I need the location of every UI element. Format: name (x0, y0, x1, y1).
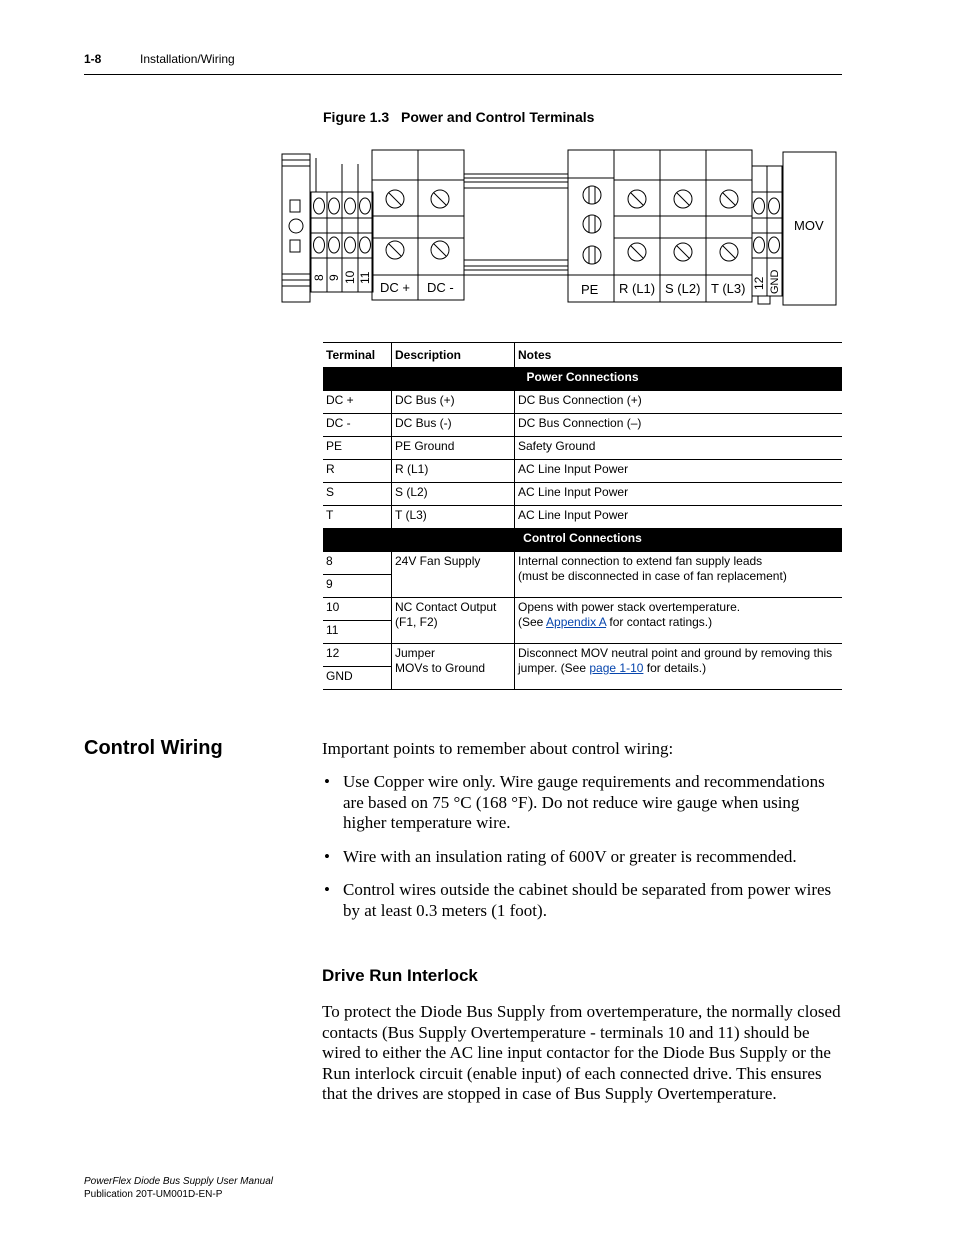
screw-icon (360, 237, 371, 253)
cell-terminal: R (323, 460, 392, 483)
screw-icon (329, 198, 340, 214)
appendix-a-link[interactable]: Appendix A (546, 615, 607, 629)
pe-screw-icon (583, 215, 601, 233)
cell-description: 24V Fan Supply (392, 552, 515, 598)
terminal-label-8: 8 (312, 274, 326, 281)
col-terminal-header: Terminal (323, 343, 392, 368)
cell-terminal: DC + (323, 391, 392, 414)
desc-line: MOVs to Ground (395, 661, 486, 675)
terminal-label-10: 10 (343, 270, 357, 284)
col-description-header: Description (392, 343, 515, 368)
terminal-label-gnd: GND (769, 269, 781, 294)
desc-line: (F1, F2) (395, 615, 438, 629)
cell-description: S (L2) (392, 483, 515, 506)
terminal-diagram (278, 148, 840, 308)
screw-icon (314, 198, 325, 214)
note-text: for contact ratings.) (606, 615, 713, 629)
screw-icon (754, 198, 765, 214)
figure-number: Figure 1.3 (323, 109, 390, 125)
section-control-label: Control Connections (323, 529, 842, 552)
note-line (518, 661, 839, 676)
section-power (323, 368, 842, 391)
cell-description: DC Bus (-) (392, 414, 515, 437)
table-row (323, 598, 842, 621)
table-row (323, 644, 842, 667)
cell-description: DC Bus (+) (392, 391, 515, 414)
screw-icon (769, 237, 780, 253)
cell-terminal: 9 (323, 575, 392, 598)
table-row (323, 552, 842, 575)
terminal-label-12: 12 (752, 276, 766, 290)
bullet-text: Control wires outside the cabinet should be separated from power wires by at least 0.3 meters (1 foot). (343, 880, 832, 920)
phase-t-label: T (L3) (711, 281, 746, 296)
bullet-icon: • (324, 772, 330, 791)
drive-run-paragraph: To protect the Diode Bus Supply from overtemperature, the normally closed contacts (Bus Supply Overtemperature - terminals 10 and 11) should be wired to either the AC line input contactor for the Diode Bus Supply or the Run interlock circuit (enable input) of each connected drive. This ensures that the drives are stopped in case of Bus Supply Overtemperature. (322, 1002, 841, 1103)
dc-terminal-block (372, 150, 464, 300)
table-row (323, 437, 842, 460)
pe-screw-icon (583, 186, 601, 204)
note-line: (must be disconnected in case of fan replacement) (518, 569, 787, 583)
note-text: jumper. (See (518, 661, 590, 675)
section-heading-control-wiring: Control Wiring (84, 737, 223, 759)
running-header: Installation/Wiring (140, 52, 235, 66)
cell-notes: Safety Ground (515, 437, 843, 460)
cell-terminal: DC - (323, 414, 392, 437)
cell-notes: AC Line Input Power (515, 506, 843, 529)
control-wiring-bullets (322, 772, 842, 934)
terminal-label-11: 11 (358, 271, 372, 284)
bullet-text: Wire with an insulation rating of 600V or greater is recommended. (343, 846, 797, 866)
bullet-text: Use Copper wire only. Wire gauge requirements and recommendations are based on 75 °C (168 °F). Do not reduce wire gauge when using higher temperature wire. (343, 772, 825, 832)
list-item (322, 880, 842, 921)
end-clip (282, 154, 310, 302)
screw-icon (329, 237, 340, 253)
cell-terminal: 11 (323, 621, 392, 644)
screw-icon (769, 198, 780, 214)
dc-plus-label: DC + (380, 280, 410, 295)
figure-title: Power and Control Terminals (401, 109, 595, 125)
note-text: for details.) (643, 661, 707, 675)
cell-description: PE Ground (392, 437, 515, 460)
screw-icon (345, 198, 356, 214)
dc-minus-label: DC - (427, 280, 454, 295)
cell-terminal: 12 (323, 644, 392, 667)
screw-icon (345, 237, 356, 253)
cell-description: R (L1) (392, 460, 515, 483)
footer-manual-title: PowerFlex Diode Bus Supply User Manual (84, 1176, 273, 1187)
cell-notes: AC Line Input Power (515, 483, 843, 506)
cell-terminal: S (323, 483, 392, 506)
din-rail (464, 174, 568, 275)
subheading-drive-run-interlock: Drive Run Interlock (322, 966, 478, 985)
cell-terminal: T (323, 506, 392, 529)
table-row (323, 414, 842, 437)
cell-notes (515, 598, 843, 644)
list-item (322, 847, 842, 868)
page-number: 1-8 (84, 52, 102, 66)
cell-notes (515, 644, 843, 690)
mov-label: MOV (794, 218, 824, 233)
bullet-icon: • (324, 846, 330, 866)
phase-s-label: S (L2) (665, 281, 701, 296)
cell-terminal: GND (323, 667, 392, 690)
page-1-10-link[interactable]: page 1-10 (589, 661, 644, 675)
col-notes-header: Notes (515, 343, 843, 368)
footer-publication: Publication 20T-UM001D-EN-P (84, 1189, 223, 1200)
note-line: Disconnect MOV neutral point and ground by removing this (518, 646, 833, 660)
note-line: Opens with power stack overtemperature. (518, 600, 741, 614)
table-row (323, 391, 842, 414)
bullet-icon: • (324, 880, 330, 899)
section-control (323, 529, 842, 552)
pe-screw-icon (583, 246, 601, 264)
phase-r-label: R (L1) (619, 281, 656, 296)
terminal-label-9: 9 (327, 274, 341, 281)
phase-terminal-block (614, 150, 752, 302)
note-line: Internal connection to extend fan supply leads (518, 554, 763, 568)
cell-notes: DC Bus Connection (–) (515, 414, 843, 437)
screw-icon (754, 237, 765, 253)
section-power-label: Power Connections (323, 368, 842, 391)
table-header-row (323, 343, 842, 368)
cell-description (392, 644, 515, 690)
terminal-table (323, 342, 842, 690)
cell-notes (515, 552, 843, 598)
header-rule (84, 74, 842, 75)
cell-terminal: 8 (323, 552, 392, 575)
screw-icon (314, 237, 325, 253)
desc-line: Jumper (395, 646, 436, 660)
table-row (323, 483, 842, 506)
control-wiring-intro: Important points to remember about control wiring: (322, 739, 674, 758)
cell-terminal: 10 (323, 598, 392, 621)
table-row (323, 506, 842, 529)
cell-description (392, 598, 515, 644)
cell-notes: DC Bus Connection (+) (515, 391, 843, 414)
table-row (323, 460, 842, 483)
note-line (518, 615, 839, 630)
cell-description: T (L3) (392, 506, 515, 529)
note-text: (See (518, 615, 547, 629)
cell-notes: AC Line Input Power (515, 460, 843, 483)
pe-terminal-block (568, 150, 614, 302)
screw-icon (360, 198, 371, 214)
desc-line: NC Contact Output (395, 600, 497, 614)
list-item (322, 772, 842, 834)
pe-label: PE (581, 282, 599, 297)
cell-terminal: PE (323, 437, 392, 460)
